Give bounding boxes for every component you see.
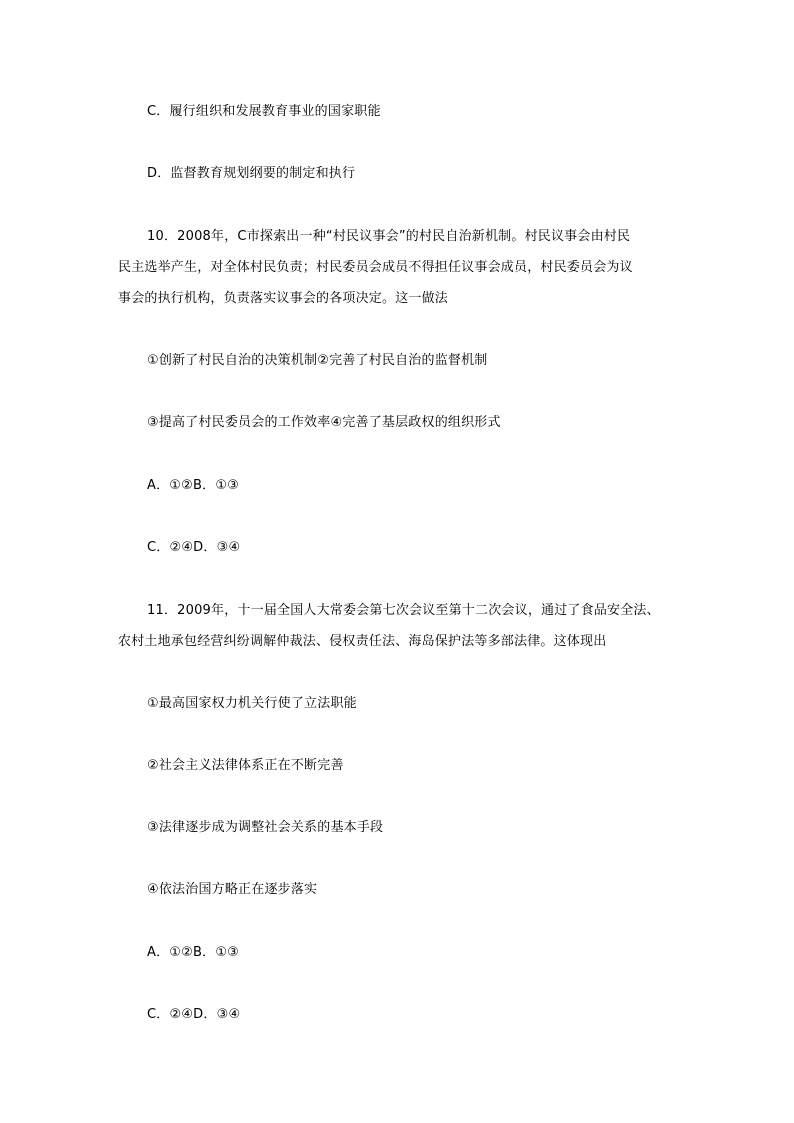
q11-options-a-b: A．①②B．①③	[147, 945, 240, 960]
q11-stem-line-1: 11．2009年，十一届全国人大常委会第七次会议至第十二次会议，通过了食品安全法、	[147, 603, 660, 618]
q10-stem-line-1: 10．2008年，C市探索出一种“村民议事会”的村民自治新机制。村民议事会由村民	[147, 229, 631, 244]
q10-stem-line-2: 民主选举产生，对全体村民负责；村民委员会成员不得担任议事会成员，村民委员会为议	[118, 260, 633, 275]
q10-options-a-b: A．①②B．①③	[147, 478, 240, 493]
q9-option-c: C．履行组织和发展教育事业的国家职能	[147, 104, 381, 119]
q11-statement-4: ④依法治国方略正在逐步落实	[147, 882, 318, 897]
q11-stem-line-2: 农村土地承包经营纠纷调解仲裁法、侵权责任法、海岛保护法等多部法律。这体现出	[118, 634, 607, 649]
q11-statement-1: ①最高国家权力机关行使了立法职能	[147, 696, 357, 711]
q11-options-c-d: C．②④D．③④	[147, 1007, 241, 1022]
q10-statements-3-4: ③提高了村民委员会的工作效率④完善了基层政权的组织形式	[147, 415, 501, 430]
q9-option-d: D．监督教育规划纲要的制定和执行	[147, 166, 356, 181]
q11-statement-2: ②社会主义法律体系正在不断完善	[147, 758, 344, 773]
q10-stem-line-3: 事会的执行机构，负责落实议事会的各项决定。这一做法	[118, 291, 449, 306]
q11-statement-3: ③法律逐步成为调整社会关系的基本手段	[147, 820, 384, 835]
q10-options-c-d: C．②④D．③④	[147, 540, 241, 555]
q10-statements-1-2: ①创新了村民自治的决策机制②完善了村民自治的监督机制	[147, 353, 488, 368]
